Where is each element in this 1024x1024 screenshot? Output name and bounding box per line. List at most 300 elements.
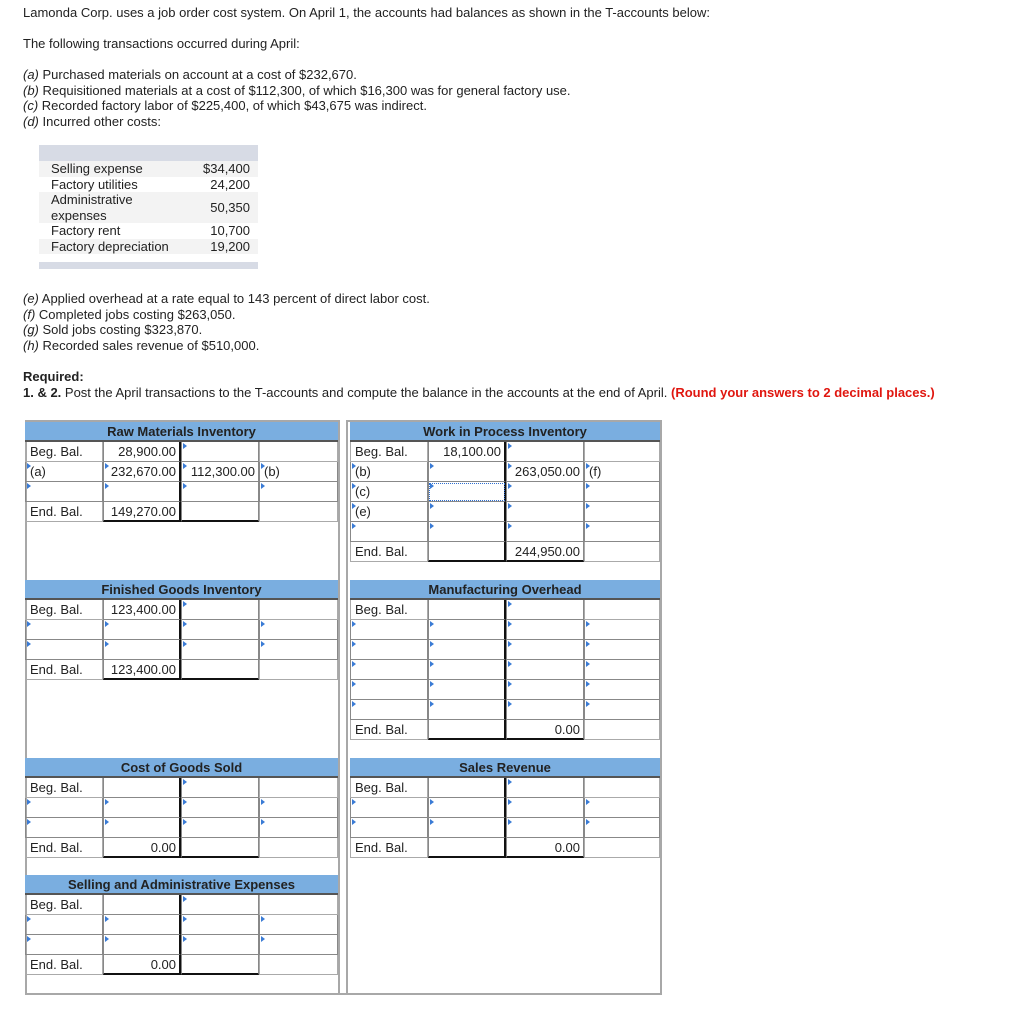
debit-amount-input[interactable]: [103, 442, 181, 462]
credit-amount-input[interactable]: [506, 600, 584, 620]
account-label-right-input[interactable]: [584, 620, 660, 640]
t-account-row-end: [350, 720, 660, 740]
credit-amount-input[interactable]: [181, 600, 259, 620]
t-account-row-end: [25, 502, 338, 522]
dropdown-marker-icon: [261, 799, 265, 805]
cell-value: Beg. Bal.: [355, 444, 408, 459]
account-label-right-input[interactable]: [259, 935, 338, 955]
cell-value: (e): [355, 504, 371, 519]
dropdown-marker-icon: [430, 483, 434, 489]
t-account-row-beg: [350, 442, 660, 462]
dropdown-marker-icon: [430, 799, 434, 805]
transaction-item: [23, 98, 571, 114]
t-account-row-end: [25, 955, 338, 975]
dropdown-marker-icon: [261, 641, 265, 647]
dropdown-marker-icon: [352, 621, 356, 627]
dropdown-marker-icon: [508, 483, 512, 489]
dropdown-marker-icon: [183, 621, 187, 627]
account-label-right: [259, 502, 338, 522]
dropdown-marker-icon: [352, 463, 356, 469]
credit-amount-input[interactable]: [506, 462, 584, 482]
t-account-row-beg: [350, 778, 660, 798]
account-label-right: [584, 600, 660, 620]
cell-value: 263,050.00: [514, 464, 580, 479]
dropdown-marker-icon: [183, 483, 187, 489]
dropdown-marker-icon: [27, 819, 31, 825]
account-label-left-input[interactable]: [25, 818, 103, 838]
cell-value: End. Bal.: [30, 662, 83, 677]
dropdown-marker-icon: [352, 483, 356, 489]
transaction-text: Incurred other costs:: [38, 113, 162, 129]
dropdown-marker-icon: [352, 661, 356, 667]
debit-amount-input[interactable]: [428, 838, 506, 858]
cell-value: 0.00: [554, 722, 580, 737]
credit-amount-input[interactable]: [181, 462, 259, 482]
cell-value: 18,100.00: [443, 444, 501, 459]
credit-amount-input[interactable]: [506, 640, 584, 660]
credit-amount-input[interactable]: [181, 482, 259, 502]
dropdown-marker-icon: [183, 443, 187, 449]
dropdown-marker-icon: [508, 779, 512, 785]
credit-amount-input[interactable]: [181, 442, 259, 462]
account-label-left-input[interactable]: [350, 502, 428, 522]
dropdown-marker-icon: [261, 483, 265, 489]
credit-amount-input[interactable]: [506, 442, 584, 462]
debit-amount-input[interactable]: [103, 798, 181, 818]
debit-amount-input[interactable]: [428, 778, 506, 798]
transaction-item: [23, 83, 571, 99]
cost-row: [39, 177, 258, 193]
dropdown-marker-icon: [508, 799, 512, 805]
account-label-right-input[interactable]: [259, 620, 338, 640]
debit-amount-input[interactable]: [428, 818, 506, 838]
debit-amount-input[interactable]: [103, 600, 181, 620]
dropdown-marker-icon: [105, 483, 109, 489]
t-account-row-entry: [350, 620, 660, 640]
dropdown-marker-icon: [430, 819, 434, 825]
credit-amount-input[interactable]: [181, 915, 259, 935]
account-label-right-input[interactable]: [584, 680, 660, 700]
debit-amount-input[interactable]: [428, 640, 506, 660]
cost-row: [39, 192, 258, 223]
dropdown-marker-icon: [105, 463, 109, 469]
account-label-left-input[interactable]: [350, 462, 428, 482]
account-label-right-input[interactable]: [259, 915, 338, 935]
account-label-right-input[interactable]: [584, 502, 660, 522]
debit-amount-input[interactable]: [428, 600, 506, 620]
cost-row: [39, 223, 258, 239]
dropdown-marker-icon: [183, 463, 187, 469]
debit-amount-input[interactable]: [103, 778, 181, 798]
t-account-work-in-process-inventory: [350, 422, 660, 562]
dropdown-marker-icon: [508, 661, 512, 667]
debit-amount-input[interactable]: [428, 502, 506, 522]
account-label-right: [584, 838, 660, 858]
t-account-row-beg: [25, 895, 338, 915]
cell-value: (b): [355, 464, 371, 479]
account-label-left: [25, 600, 103, 620]
t-account-row-end: [350, 542, 660, 562]
cost-value: 19,200: [210, 238, 250, 254]
dropdown-marker-icon: [352, 503, 356, 509]
dropdown-marker-icon: [105, 621, 109, 627]
t-account-row-entry: [25, 935, 338, 955]
t-account-sales-revenue: [350, 758, 660, 858]
transaction-text: Completed jobs costing $263,050.: [35, 306, 236, 322]
account-label-left: [25, 502, 103, 522]
account-label-left: [25, 442, 103, 462]
cell-value: Beg. Bal.: [30, 602, 83, 617]
account-label-right: [259, 660, 338, 680]
debit-amount-input[interactable]: [103, 955, 181, 975]
dropdown-marker-icon: [105, 916, 109, 922]
cell-value: 232,670.00: [110, 464, 176, 479]
account-label-right: [584, 442, 660, 462]
account-label-right: [259, 442, 338, 462]
t-account-row-beg: [350, 600, 660, 620]
intro-text: Lamonda Corp. uses a job order cost system. On April 1, the accounts had balances as shown in the T-accounts below:: [23, 5, 710, 20]
account-label-left-input[interactable]: [350, 680, 428, 700]
cell-value: 149,270.00: [110, 504, 176, 519]
account-label-left-input[interactable]: [25, 935, 103, 955]
account-label-right-input[interactable]: [584, 640, 660, 660]
required-text: Post the April transactions to the T-accounts and compute the balance in the accounts at the end of April.: [61, 385, 671, 400]
account-label-left-input[interactable]: [25, 482, 103, 502]
t-account-row-entry: [350, 522, 660, 542]
debit-amount-input[interactable]: [103, 818, 181, 838]
dropdown-marker-icon: [183, 896, 187, 902]
t-account-row-beg: [25, 600, 338, 620]
transaction-text: Purchased materials on account at a cost of $232,670.: [38, 67, 357, 82]
account-label-right: [259, 895, 338, 915]
account-label-left: [350, 778, 428, 798]
debit-amount-input[interactable]: [428, 542, 506, 562]
dropdown-marker-icon: [586, 681, 590, 687]
credit-amount-input[interactable]: [506, 660, 584, 680]
dropdown-marker-icon: [183, 936, 187, 942]
cell-value: Beg. Bal.: [355, 602, 408, 617]
dropdown-marker-icon: [183, 819, 187, 825]
debit-amount-input[interactable]: [428, 462, 506, 482]
credit-amount-input[interactable]: [506, 700, 584, 720]
dropdown-marker-icon: [27, 483, 31, 489]
transaction-tag: (b): [23, 82, 39, 98]
transaction-tag: (c): [23, 98, 39, 113]
cell-value: Beg. Bal.: [30, 780, 83, 795]
dropdown-marker-icon: [586, 641, 590, 647]
dropdown-marker-icon: [27, 799, 31, 805]
dropdown-marker-icon: [508, 443, 512, 449]
debit-amount-input[interactable]: [103, 462, 181, 482]
credit-amount-input[interactable]: [506, 542, 584, 562]
debit-amount-input[interactable]: [428, 442, 506, 462]
cell-value: (b): [264, 464, 280, 479]
dropdown-marker-icon: [508, 819, 512, 825]
transaction-tag: (f): [23, 306, 36, 322]
account-label-left: [350, 442, 428, 462]
transaction-tag: (e): [23, 291, 39, 306]
cell-value: Beg. Bal.: [30, 444, 83, 459]
dropdown-marker-icon: [508, 641, 512, 647]
account-label-right-input[interactable]: [584, 660, 660, 680]
debit-amount-input[interactable]: [103, 502, 181, 522]
account-label-right: [259, 955, 338, 975]
dropdown-marker-icon: [105, 936, 109, 942]
cost-label: Factory utilities: [51, 176, 138, 192]
account-label-right-input[interactable]: [259, 462, 338, 482]
t-account-row-beg: [25, 442, 338, 462]
account-label-right-input[interactable]: [584, 482, 660, 502]
dropdown-marker-icon: [105, 819, 109, 825]
t-account-row-entry: [25, 818, 338, 838]
dropdown-marker-icon: [586, 621, 590, 627]
cell-value: 0.00: [554, 840, 580, 855]
t-account-row-entry: [25, 798, 338, 818]
credit-amount-input[interactable]: [506, 778, 584, 798]
credit-amount-input[interactable]: [181, 818, 259, 838]
transaction-item: [23, 307, 430, 323]
cell-value: 112,300.00: [190, 464, 255, 479]
credit-amount-input[interactable]: [181, 838, 259, 858]
account-label-left: [25, 660, 103, 680]
account-label-right-input[interactable]: [259, 798, 338, 818]
dropdown-marker-icon: [183, 779, 187, 785]
cost-value: 10,700: [210, 223, 250, 238]
account-label-left: [25, 838, 103, 858]
cost-row: [39, 239, 258, 255]
account-title: Selling and Administrative Expenses: [25, 875, 338, 895]
credit-amount-input[interactable]: [181, 935, 259, 955]
transaction-text: Recorded sales revenue of $510,000.: [38, 337, 260, 353]
debit-amount-input[interactable]: [428, 620, 506, 640]
dropdown-marker-icon: [586, 503, 590, 509]
t-account-row-entry: [350, 818, 660, 838]
t-account-row-entry: [350, 462, 660, 482]
cost-label: Factory rent: [51, 223, 121, 238]
dropdown-marker-icon: [261, 463, 265, 469]
debit-amount-input[interactable]: [428, 660, 506, 680]
transactions-intro: The following transactions occurred during April:: [23, 36, 300, 51]
dropdown-marker-icon: [508, 503, 512, 509]
dropdown-marker-icon: [261, 621, 265, 627]
cost-row: [39, 161, 258, 177]
debit-amount-input[interactable]: [428, 798, 506, 818]
account-label-left-input[interactable]: [350, 620, 428, 640]
account-label-left: [25, 778, 103, 798]
dropdown-marker-icon: [27, 621, 31, 627]
cell-value: End. Bal.: [30, 840, 83, 855]
cost-label: Factory depreciation: [51, 238, 169, 254]
credit-amount-input[interactable]: [181, 502, 259, 522]
debit-amount-input[interactable]: [428, 680, 506, 700]
credit-amount-input[interactable]: [181, 778, 259, 798]
debit-amount-input[interactable]: [103, 935, 181, 955]
account-label-right-input[interactable]: [584, 818, 660, 838]
dropdown-marker-icon: [508, 463, 512, 469]
cell-value: 244,950.00: [514, 544, 580, 559]
cell-value: End. Bal.: [355, 544, 408, 559]
account-label-right: [259, 838, 338, 858]
transaction-tag: (d): [23, 113, 39, 129]
account-label-left-input[interactable]: [350, 522, 428, 542]
cost-value: 50,350: [210, 199, 250, 215]
cell-value: End. Bal.: [30, 504, 83, 519]
dropdown-marker-icon: [430, 641, 434, 647]
grid-divider: [338, 420, 348, 993]
account-title: Work in Process Inventory: [350, 422, 660, 442]
account-title: Sales Revenue: [350, 758, 660, 778]
cell-value: 0.00: [150, 840, 176, 855]
credit-amount-input[interactable]: [506, 680, 584, 700]
debit-amount-input[interactable]: [103, 482, 181, 502]
account-title: Manufacturing Overhead: [350, 580, 660, 600]
dropdown-marker-icon: [183, 601, 187, 607]
t-account-row-entry: [25, 915, 338, 935]
cell-value: 28,900.00: [118, 444, 176, 459]
debit-amount-input[interactable]: [428, 522, 506, 542]
transaction-tag: (a): [23, 67, 39, 82]
debit-amount-input[interactable]: [103, 915, 181, 935]
cell-value: Beg. Bal.: [355, 780, 408, 795]
dropdown-marker-icon: [430, 701, 434, 707]
account-label-left-input[interactable]: [25, 620, 103, 640]
transaction-item: [23, 322, 430, 338]
account-label-left-input[interactable]: [25, 915, 103, 935]
account-label-left-input[interactable]: [350, 700, 428, 720]
transaction-tag: (h): [23, 337, 39, 353]
account-label-right: [259, 600, 338, 620]
dropdown-marker-icon: [430, 661, 434, 667]
dropdown-marker-icon: [27, 936, 31, 942]
debit-amount-input[interactable]: [103, 640, 181, 660]
account-label-left: [25, 955, 103, 975]
dropdown-marker-icon: [183, 799, 187, 805]
account-label-left-input[interactable]: [350, 798, 428, 818]
t-account-row-entry: [350, 640, 660, 660]
cell-value: 123,400.00: [110, 662, 176, 677]
credit-amount-input[interactable]: [181, 620, 259, 640]
dropdown-marker-icon: [586, 463, 590, 469]
account-label-left-input[interactable]: [25, 462, 103, 482]
account-label-right-input[interactable]: [259, 482, 338, 502]
credit-amount-input[interactable]: [506, 482, 584, 502]
account-label-right-input[interactable]: [584, 700, 660, 720]
account-label-right-input[interactable]: [584, 798, 660, 818]
credit-amount-input[interactable]: [506, 502, 584, 522]
transaction-text: Applied overhead at a rate equal to 143 percent of direct labor cost.: [38, 291, 430, 306]
other-costs-table: [39, 145, 258, 269]
credit-amount-input[interactable]: [181, 798, 259, 818]
debit-amount-input[interactable]: [428, 720, 506, 740]
debit-amount-input[interactable]: [428, 700, 506, 720]
t-account-row-end: [350, 838, 660, 858]
credit-amount-input[interactable]: [181, 640, 259, 660]
dropdown-marker-icon: [586, 661, 590, 667]
dropdown-marker-icon: [352, 819, 356, 825]
account-title: Raw Materials Inventory: [25, 422, 338, 442]
t-account-row-entry: [350, 680, 660, 700]
account-label-left: [350, 720, 428, 740]
transaction-item: [23, 114, 571, 130]
dropdown-marker-icon: [430, 503, 434, 509]
credit-amount-input[interactable]: [506, 838, 584, 858]
debit-amount-input[interactable]: [103, 660, 181, 680]
t-account-row-entry: [25, 482, 338, 502]
dropdown-marker-icon: [430, 523, 434, 529]
account-label-left-input[interactable]: [350, 818, 428, 838]
credit-amount-input[interactable]: [506, 798, 584, 818]
t-account-cost-of-goods-sold: [25, 758, 338, 858]
transaction-item: [23, 67, 571, 83]
account-label-right-input[interactable]: [584, 462, 660, 482]
transactions-list-2: [23, 291, 430, 353]
dropdown-marker-icon: [430, 681, 434, 687]
account-label-left-input[interactable]: [350, 482, 428, 502]
cell-value: (c): [355, 484, 371, 499]
debit-amount-input[interactable]: [103, 838, 181, 858]
debit-amount-input[interactable]: [103, 620, 181, 640]
t-account-finished-goods-inventory: [25, 580, 338, 680]
dropdown-marker-icon: [27, 916, 31, 922]
account-label-left-input[interactable]: [25, 798, 103, 818]
credit-amount-input[interactable]: [506, 522, 584, 542]
required-instructions: [23, 385, 935, 400]
credit-amount-input[interactable]: [181, 660, 259, 680]
account-label-right-input[interactable]: [259, 818, 338, 838]
account-label-left-input[interactable]: [25, 640, 103, 660]
cell-value: End. Bal.: [30, 957, 83, 972]
transaction-item: [23, 291, 430, 307]
required-heading: Required:: [23, 369, 84, 384]
dropdown-marker-icon: [352, 523, 356, 529]
dropdown-marker-icon: [183, 641, 187, 647]
dropdown-marker-icon: [430, 463, 434, 469]
credit-amount-input[interactable]: [506, 720, 584, 740]
account-label-left-input[interactable]: [350, 660, 428, 680]
account-label-right: [584, 720, 660, 740]
credit-amount-input[interactable]: [506, 818, 584, 838]
credit-amount-input[interactable]: [506, 620, 584, 640]
dropdown-marker-icon: [586, 819, 590, 825]
account-label-right: [259, 778, 338, 798]
dropdown-marker-icon: [508, 681, 512, 687]
account-title: Cost of Goods Sold: [25, 758, 338, 778]
debit-amount-input[interactable]: [103, 895, 181, 915]
dropdown-marker-icon: [105, 641, 109, 647]
t-account-row-entry: [350, 502, 660, 522]
credit-amount-input[interactable]: [181, 895, 259, 915]
account-label-right: [584, 542, 660, 562]
debit-amount-input[interactable]: [428, 482, 506, 502]
account-label-right-input[interactable]: [584, 522, 660, 542]
t-account-row-entry: [25, 640, 338, 660]
cell-value: (f): [589, 464, 602, 479]
account-label-right-input[interactable]: [259, 640, 338, 660]
cell-value: Beg. Bal.: [30, 897, 83, 912]
account-label-left-input[interactable]: [350, 640, 428, 660]
t-account-selling-and-administrative-expenses: [25, 875, 338, 975]
dropdown-marker-icon: [508, 601, 512, 607]
dropdown-marker-icon: [261, 819, 265, 825]
t-account-row-entry: [350, 660, 660, 680]
dropdown-marker-icon: [586, 483, 590, 489]
account-label-left: [350, 600, 428, 620]
transaction-text: Sold jobs costing $323,870.: [38, 322, 203, 337]
credit-amount-input[interactable]: [181, 955, 259, 975]
t-account-row-end: [25, 660, 338, 680]
dropdown-marker-icon: [261, 936, 265, 942]
dropdown-marker-icon: [105, 799, 109, 805]
